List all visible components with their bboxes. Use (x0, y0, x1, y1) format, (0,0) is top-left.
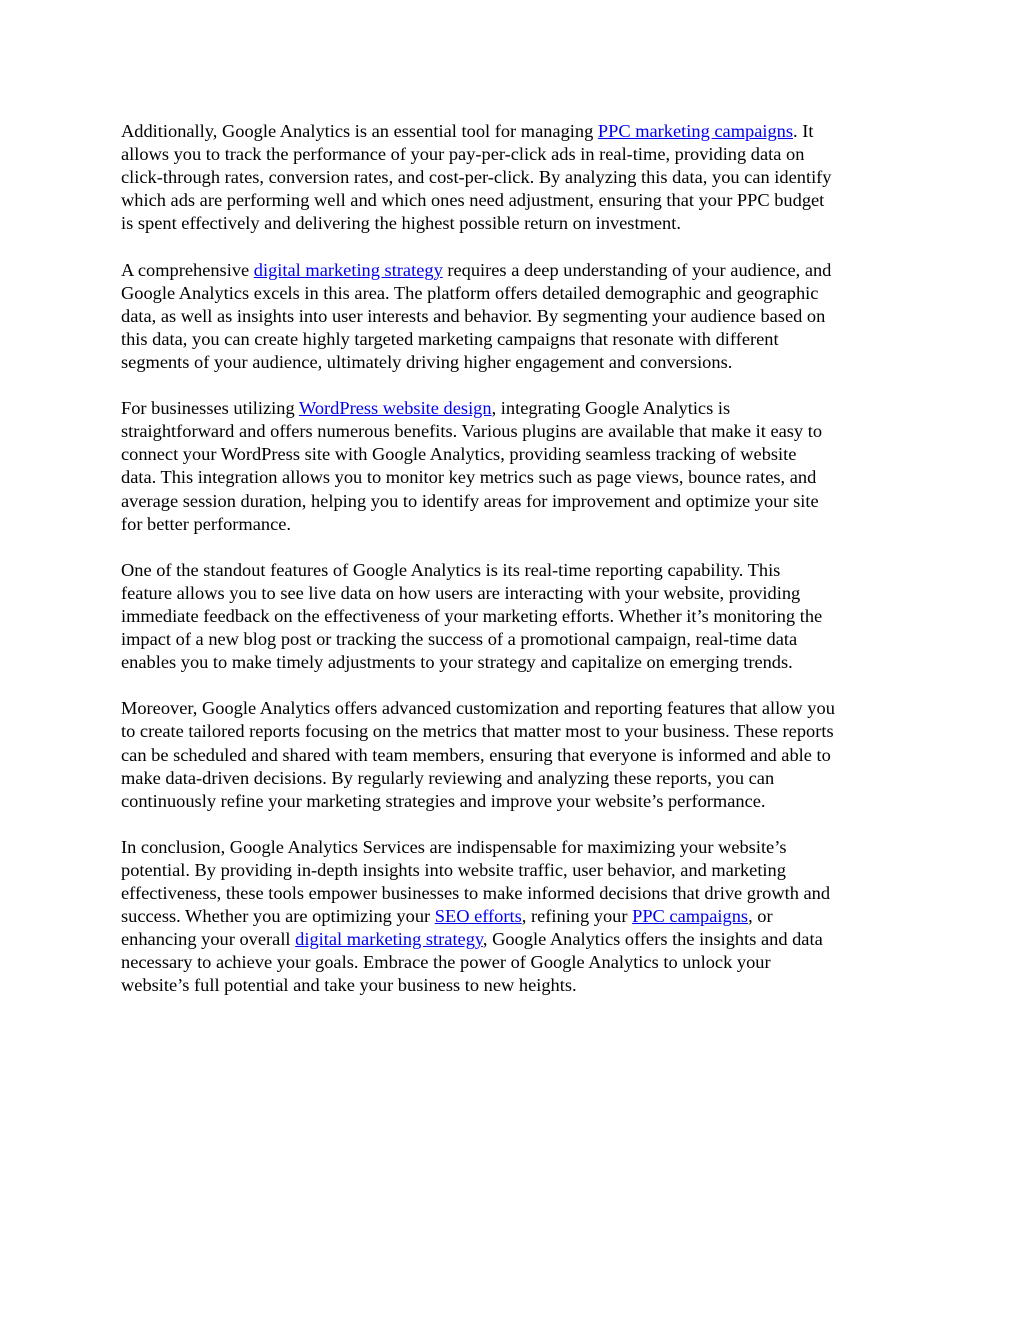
text-segment: which ads are performing well and which ones need adjustment, ensuring that your PPC budget (121, 190, 825, 211)
text-line (121, 444, 796, 464)
text-segment: allows you to track the performance of your pay-per-click ads in real-time, providing data on (121, 144, 805, 165)
text-line (121, 975, 577, 995)
text-line (121, 768, 774, 788)
text-line (121, 629, 797, 649)
inline-link[interactable]: WordPress website design (298, 398, 492, 419)
text-line (121, 213, 681, 233)
text-line (121, 283, 818, 303)
paragraph (121, 836, 906, 998)
text-line (121, 167, 832, 187)
text-segment: potential. By providing in-depth insights into website traffic, user behavior, and marketing (121, 860, 786, 880)
text-segment: . It (793, 121, 814, 141)
text-line (121, 329, 779, 349)
text-segment: continuously refine your marketing strategies and improve your website’s performance. (121, 790, 766, 811)
text-segment: necessary to achieve your goals. Embrace the power of Google Analytics to unlock your (121, 952, 771, 973)
text-segment: One of the standout features of Google Analytics is its real-time reporting capability. This (121, 559, 781, 580)
text-segment: , refining your (521, 906, 633, 927)
text-segment: success. Whether you are optimizing your (121, 906, 435, 927)
text-line (121, 906, 773, 926)
paragraph (121, 397, 906, 536)
text-line (121, 121, 813, 141)
text-line (121, 837, 786, 857)
inline-link[interactable]: PPC campaigns (632, 906, 749, 927)
text-segment: data, as well as insights into user interests and behavior. By segmenting your audience based on (121, 305, 826, 326)
text-segment: click-through rates, conversion rates, and cost-per-click. By analyzing this data, you can identify (121, 167, 832, 188)
paragraph (121, 120, 906, 235)
document-body (121, 120, 906, 1021)
text-segment: is spent effectively and delivering the highest possible return on investment. (121, 213, 681, 234)
text-line (121, 421, 822, 441)
text-segment: effectiveness, these tools empower businesses to make informed decisions that drive growth and (121, 883, 831, 904)
text-line (121, 467, 816, 487)
text-segment: immediate feedback on the effectiveness of your marketing efforts. Whether it’s monitoring the (121, 605, 823, 626)
text-segment: connect your WordPress site with Google Analytics, providing seamless tracking of website (121, 444, 797, 465)
text-line (121, 745, 831, 765)
text-segment: for better performance. (121, 513, 292, 534)
inline-link[interactable]: digital marketing strategy (253, 259, 443, 280)
text-segment: make data-driven decisions. By regularly reviewing and analyzing these reports, you can (121, 767, 775, 788)
text-segment: A comprehensive (121, 259, 254, 280)
text-line (121, 883, 830, 903)
text-segment: requires a deep understanding of your audience, and (442, 259, 832, 280)
text-segment: this data, you can create highly targeted marketing campaigns that resonate with different (121, 328, 779, 349)
text-line (121, 306, 825, 326)
text-segment: Moreover, Google Analytics offers advanced customization and reporting features that allow you (121, 698, 835, 719)
text-line (121, 398, 730, 418)
text-segment: segments of your audience, ultimately driving higher engagement and conversions. (121, 351, 733, 372)
text-segment: average session duration, helping you to identify areas for improvement and optimize your site (121, 490, 819, 511)
inline-link[interactable]: digital marketing strategy (295, 929, 483, 950)
text-segment: impact of a new blog post or tracking the success of a promotional campaign, real-time data (121, 629, 798, 650)
inline-link[interactable]: SEO efforts (434, 906, 522, 927)
text-line (121, 952, 771, 972)
text-line (121, 352, 732, 372)
paragraph (121, 559, 906, 674)
text-line (121, 929, 823, 949)
text-line (121, 491, 819, 511)
text-segment: , or (748, 906, 773, 927)
text-line (121, 560, 780, 580)
text-segment: Google Analytics excels in this area. The platform offers detailed demographic and geographic (121, 282, 819, 303)
text-segment: data. This integration allows you to monitor key metrics such as page views, bounce rates, and (121, 467, 817, 488)
text-segment: , Google Analytics offers the insights and data (482, 929, 823, 950)
text-line (121, 514, 291, 534)
text-line (121, 260, 831, 280)
paragraph (121, 259, 906, 374)
text-line (121, 190, 824, 210)
text-segment: For businesses utilizing (121, 398, 299, 419)
text-segment: enables you to make timely adjustments to your strategy and capitalize on emerging trends. (121, 652, 793, 673)
text-segment: , integrating Google Analytics is (491, 398, 731, 419)
text-line (121, 144, 804, 164)
text-segment: website’s full potential and take your business to new heights. (121, 975, 577, 996)
text-line (121, 698, 835, 718)
text-line (121, 583, 800, 603)
text-segment: straightforward and offers numerous benefits. Various plugins are available that make it easy to (121, 421, 823, 442)
text-line (121, 860, 786, 880)
text-segment: feature allows you to see live data on how users are interacting with your website, providing (121, 582, 801, 603)
text-line (121, 652, 793, 672)
inline-link[interactable]: PPC marketing campaigns (597, 121, 794, 141)
text-line (121, 606, 822, 626)
text-segment: In conclusion, Google Analytics Services are indispensable for maximizing your website’s (121, 836, 787, 857)
text-segment: can be scheduled and shared with team members, ensuring that everyone is informed and able to (121, 744, 831, 765)
text-segment: enhancing your overall (121, 929, 296, 950)
text-line (121, 791, 766, 811)
paragraph (121, 697, 906, 812)
text-segment: Additionally, Google Analytics is an essential tool for managing (121, 121, 598, 141)
text-segment: to create tailored reports focusing on the metrics that matter most to your business. These reports (121, 721, 834, 742)
text-line (121, 721, 834, 741)
